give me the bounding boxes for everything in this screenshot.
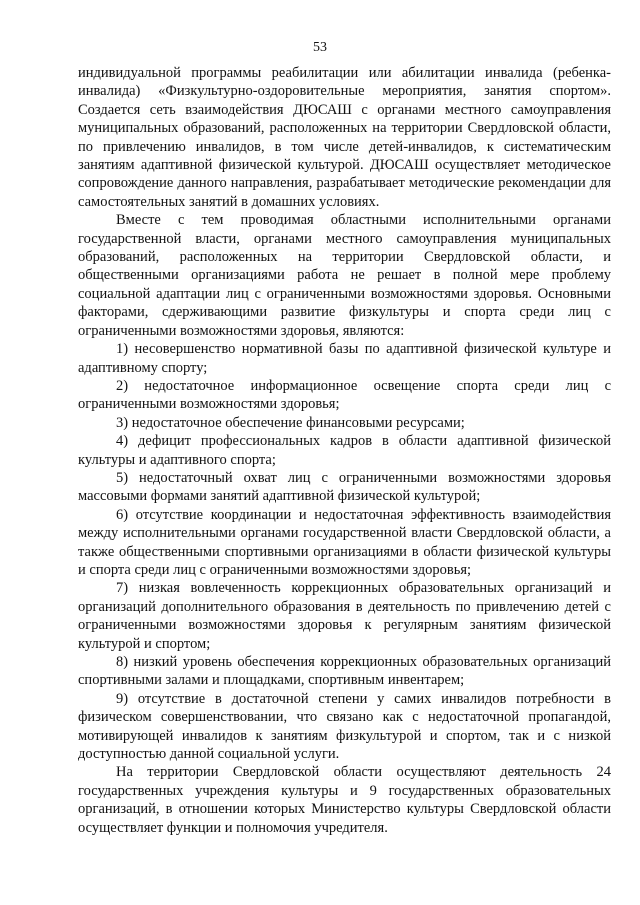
list-item-4: 4) дефицит профессиональных кадров в области адаптивной физической культуры и адаптивного спорта; <box>78 433 611 468</box>
list-item-1: 1) несовершенство нормативной базы по адаптивной физической культуре и адаптивному спорту; <box>78 341 611 376</box>
list-item-5: 5) недостаточный охват лиц с ограниченными возможностями здоровья массовыми формами занятий адаптивной физической культурой; <box>78 469 611 505</box>
page-number: 53 <box>313 40 327 55</box>
list-item-6: 6) отсутствие координации и недостаточная эффективность взаимодействия между исполнительными органами государственной власти Свердловской области, а также общественными спортивными организациями в области физической культуры и спорта среди лиц с ограниченными возможностями здоровья; <box>78 506 611 578</box>
paragraph-culture-institutions: На территории Свердловской области осуществляют деятельность 24 государственных учреждения культуры и 9 государственных образовательных организаций, в отношении которых Министерство культуры Свердловской области осуществляет функции и полномочия учредителя. <box>78 764 611 836</box>
paragraph-continuation: индивидуальной программы реабилитации или абилитации инвалида (ребенка-инвалида) «Физкультурно-оздоровительные мероприятия, занятия спортом». Создается сеть взаимодействия ДЮСАШ с органами местного самоуправления муниципальных образований, расположенных на территории Свердловской области, по привлечению инвалидов, в том числе детей-инвалидов, к систематическим занятиям адаптивной физической культурой. ДЮСАШ осуществляет методическое сопровождение данного направления, разрабатывает методические рекомендации для самостоятельных занятий в домашних условиях. <box>78 65 611 210</box>
paragraph-factors-intro: Вместе с тем проводимая областными исполнительными органами государственной власти, органами местного самоуправления муниципальных образований, расположенных на территории Свердловской области, и общественными организациями работа не решает в полной мере проблему социальной адаптации лиц с ограниченными возможностями здоровья. Основными факторами, сдерживающими развитие физкультуры и спорта среди лиц с ограниченными возможностями здоровья, являются: <box>78 212 611 339</box>
list-item-3: 3) недостаточное обеспечение финансовыми ресурсами; <box>116 414 465 431</box>
list-item-8: 8) низкий уровень обеспечения коррекционных образовательных организаций спортивными залами и площадками, спортивным инвентарем; <box>78 654 611 689</box>
list-item-2: 2) недостаточное информационное освещение спорта среди лиц с ограниченными возможностями здоровья; <box>78 377 611 413</box>
list-item-9: 9) отсутствие в достаточной степени у самих инвалидов потребности в физическом совершенствовании, что связано как с недостаточной пропагандой, мотивирующей инвалидов к занятиям физкультурой и спортом, так и с низкой доступностью данной социальной услуги. <box>78 690 611 763</box>
document-body <box>78 64 611 837</box>
list-item-7: 7) низкая вовлеченность коррекционных образовательных организаций и организаций дополнительного образования в деятельность по привлечению детей с ограниченными возможностями здоровья к регулярным занятиям физической культурой и спортом; <box>78 580 611 652</box>
